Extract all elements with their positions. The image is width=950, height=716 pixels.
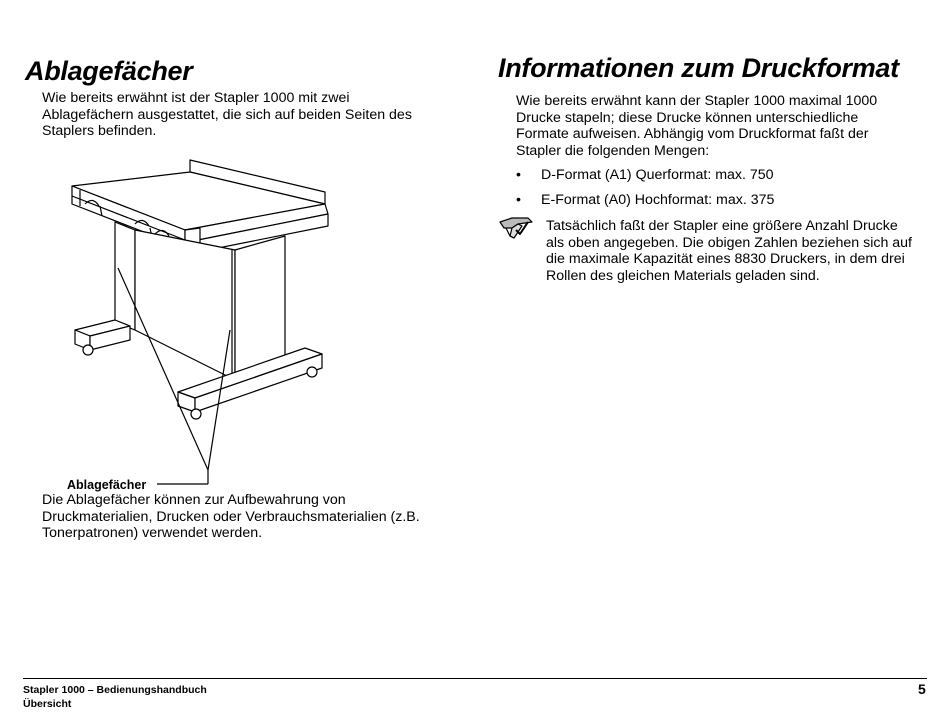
text-line: Die Ablagefächer können zur Aufbewahrung von: [42, 492, 346, 508]
text-line: Staplers befinden.: [42, 123, 157, 140]
bullet-dot: •: [516, 167, 521, 183]
left-section-title: Ablagefächer: [25, 56, 193, 86]
text-line: Wie bereits erwähnt kann der Stapler 1000 maximal 1000: [516, 93, 878, 109]
page-number: 5: [918, 681, 926, 697]
text-line: die maximale Kapazität eines 8830 Druckers, in dem drei: [546, 251, 905, 268]
text-line: Tatsächlich faßt der Stapler eine größere Anzahl Drucke: [546, 218, 898, 234]
text-line: Drucke stapeln; diese Drucke können unterschiedliche: [516, 109, 859, 126]
footer-section: Übersicht: [23, 698, 72, 710]
left-intro-paragraph: [42, 90, 412, 140]
text-line: Tonerpatronen) verwendet werden.: [42, 525, 263, 542]
bullet-dot: •: [516, 192, 521, 208]
left-caption-paragraph: [42, 492, 420, 542]
text-line: Druckmaterialien, Drucken oder Verbrauchsmaterialien (z.B.: [42, 508, 420, 525]
text-line: Ablagefächern ausgestattet, die sich auf beiden Seiten des: [42, 106, 412, 123]
note-hand-check-icon: [498, 214, 534, 242]
text-line: Stapler die folgenden Mengen:: [516, 142, 710, 159]
callout-label-storage-bins: Ablagefächer: [67, 478, 147, 492]
text-line: Formate aufweisen. Abhängig vom Druckformat faßt der: [516, 126, 869, 143]
text-line: als oben angegeben. Die obigen Zahlen beziehen sich auf: [546, 234, 913, 251]
footer-manual-title: Stapler 1000 – Bedienungshandbuch: [23, 684, 207, 696]
stapler-illustration: [60, 150, 340, 490]
cabinet-body: [135, 230, 235, 380]
left-leg: [115, 222, 135, 330]
bullet-text: E-Format (A0) Hochformat: max. 375: [541, 192, 775, 208]
right-intro-paragraph: [516, 93, 877, 159]
text-line: Rollen des gleichen Materials geladen sind.: [546, 267, 820, 284]
footer-divider: [23, 678, 927, 679]
bullet-text: D-Format (A1) Querformat: max. 750: [541, 167, 774, 183]
right-section-title: Informationen zum Druckformat: [498, 53, 899, 83]
text-line: Wie bereits erwähnt ist der Stapler 1000 mit zwei: [42, 90, 350, 106]
note-paragraph: [546, 218, 912, 284]
